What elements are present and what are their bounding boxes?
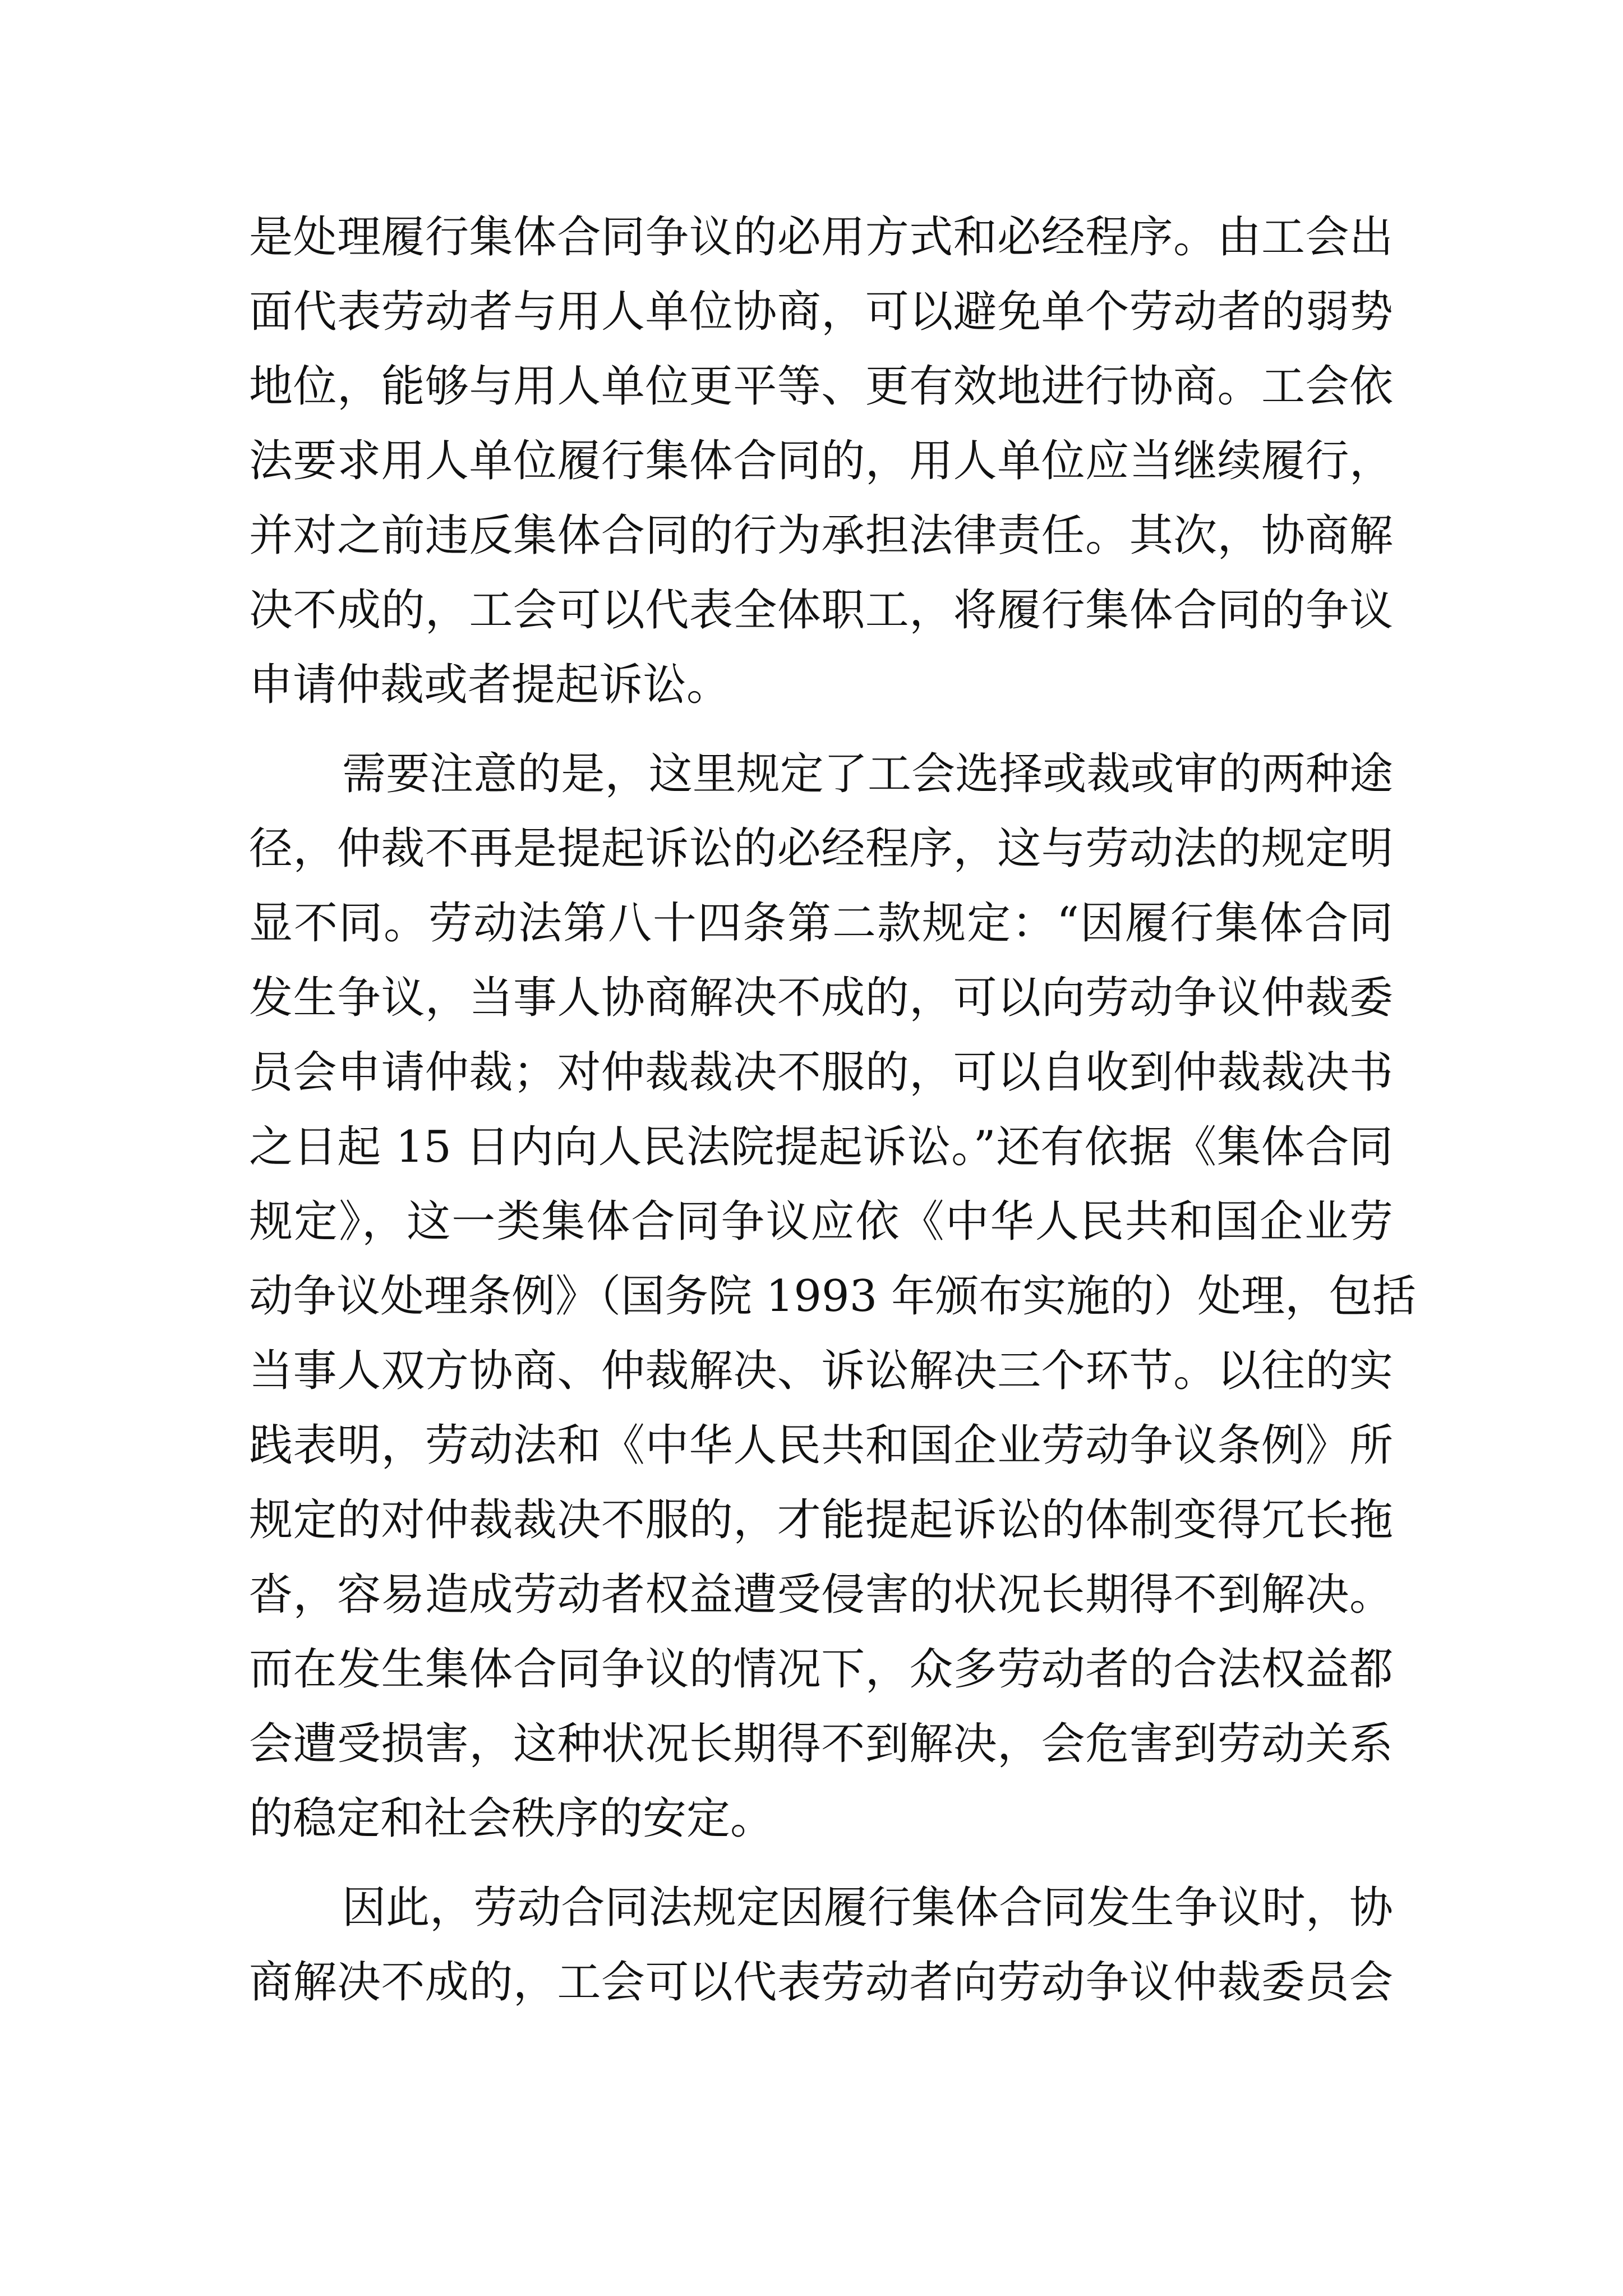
text-line: 商解决不成的，工会可以代表劳动者向劳动争议仲裁委员会 [249, 1957, 1393, 2008]
text-line: 当事人双方协商、仲裁解决、诉讼解决三个环节。以往的实 [249, 1346, 1393, 1396]
text-line: 径，仲裁不再是提起诉讼的必经程序，这与劳动法的规定明 [249, 823, 1393, 874]
text-line: 而在发生集体合同争议的情况下，众多劳动者的合法权益都 [249, 1644, 1393, 1695]
text-line: 申请仲裁或者提起诉讼。 [249, 660, 731, 710]
text-line: 会遭受损害，这种状况长期得不到解决，会危害到劳动关系 [249, 1719, 1393, 1769]
text-line: 沓，容易造成劳动者权益遭受侵害的状况长期得不到解决。 [249, 1570, 1393, 1620]
text-line: 发生争议，当事人协商解决不成的，可以向劳动争议仲裁委 [249, 973, 1393, 1023]
text-line: 是处理履行集体合同争议的必用方式和必经程序。由工会出 [249, 212, 1393, 263]
text-line: 的稳定和社会秩序的安定。 [249, 1793, 774, 1844]
text-line: 面代表劳动者与用人单位协商，可以避免单个劳动者的弱势 [249, 287, 1393, 337]
text-line: 显不同。劳动法第八十四条第二款规定：“因履行集体合同 [249, 898, 1393, 949]
text-line: 践表明，劳动法和《中华人民共和国企业劳动争议条例》所 [249, 1420, 1393, 1471]
text-line: 并对之前违反集体合同的行为承担法律责任。其次，协商解 [249, 510, 1393, 561]
text-line: 员会申请仲裁；对仲裁裁决不服的，可以自收到仲裁裁决书 [249, 1047, 1393, 1098]
paragraph-first-line: 需要注意的是，这里规定了工会选择或裁或审的两种途 [342, 749, 1393, 799]
text-line: 法要求用人单位履行集体合同的，用人单位应当继续履行， [249, 436, 1393, 486]
text-line: 规定的对仲裁裁决不服的，才能提起诉讼的体制变得冗长拖 [249, 1495, 1393, 1545]
text-line: 决不成的，工会可以代表全体职工，将履行集体合同的争议 [249, 585, 1393, 636]
text-line: 地位，能够与用人单位更平等、更有效地进行协商。工会依 [249, 361, 1393, 412]
paragraph-first-line: 因此，劳动合同法规定因履行集体合同发生争议时，协 [342, 1883, 1393, 1933]
text-line: 之日起 15 日内向人民法院提起诉讼。”还有依据《集体合同 [249, 1122, 1393, 1172]
text-line: 规定》，这一类集体合同争议应依《中华人民共和国企业劳 [249, 1197, 1393, 1247]
text-line: 动争议处理条例》（国务院 1993 年颁布实施的）处理，包括 [249, 1271, 1417, 1322]
